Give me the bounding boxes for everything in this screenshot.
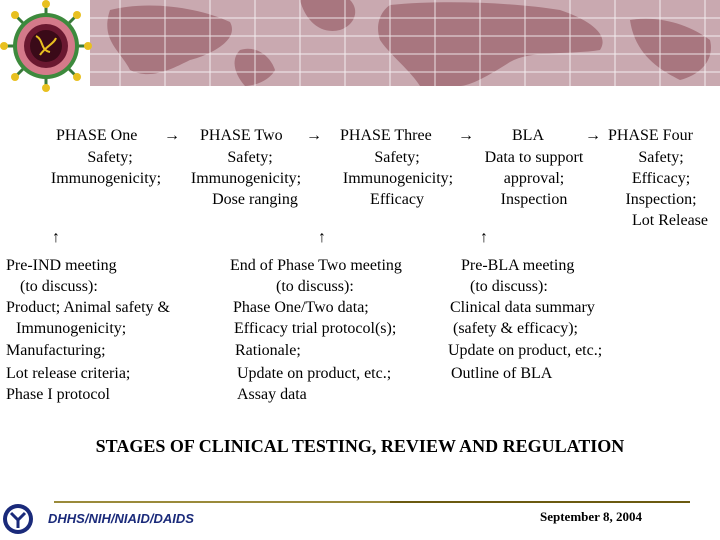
arrow-up-icon: ↑ xyxy=(52,229,60,246)
pre-ind-line: (to discuss): xyxy=(20,278,98,295)
pre-bla-line: (safety & efficacy); xyxy=(453,320,578,337)
pre-bla-line: Outline of BLA xyxy=(451,365,553,382)
bla-item: Inspection xyxy=(500,191,568,208)
phase-two-item: Dose ranging xyxy=(212,191,298,208)
end-phase-two-line: Efficacy trial protocol(s); xyxy=(234,320,397,337)
phase-two-item: Safety; xyxy=(227,149,273,166)
phase-one-label: PHASE One xyxy=(56,127,138,144)
bla-label: BLA xyxy=(512,127,544,144)
phase-two-item: Immunogenicity; xyxy=(190,170,302,187)
pre-ind-line: Product; Animal safety & xyxy=(6,299,170,316)
end-phase-two-line: Phase One/Two data; xyxy=(233,299,369,316)
phase-one-item: Immunogenicity; xyxy=(50,170,162,187)
phase-four-item: Lot Release xyxy=(632,212,708,229)
phase-three-item: Immunogenicity; xyxy=(342,170,454,187)
pre-bla-line: (to discuss): xyxy=(470,278,548,295)
arrow-up-icon: ↑ xyxy=(480,229,488,246)
phase-four-item: Safety; xyxy=(638,149,684,166)
pre-ind-line: Lot release criteria; xyxy=(6,365,131,382)
end-phase-two-line: Assay data xyxy=(237,386,307,403)
pre-bla-line: Clinical data summary xyxy=(450,299,595,316)
arrow-right-icon: → xyxy=(164,127,180,144)
pre-bla-heading: Pre-BLA meeting xyxy=(461,257,575,274)
footer-date: September 8, 2004 xyxy=(540,509,642,524)
phase-four-item: Efficacy; xyxy=(631,170,691,187)
phase-three-item: Efficacy xyxy=(370,191,424,208)
pre-ind-line: Manufacturing; xyxy=(6,342,106,359)
phase-one-item: Safety; xyxy=(87,149,133,166)
pre-ind-line: Phase I protocol xyxy=(6,386,110,403)
slide-title: STAGES OF CLINICAL TESTING, REVIEW AND REGULATION xyxy=(95,436,625,456)
end-phase-two-line: (to discuss): xyxy=(276,278,354,295)
phase-two-label: PHASE Two xyxy=(200,127,283,144)
arrow-up-icon: ↑ xyxy=(318,229,326,246)
arrow-right-icon: → xyxy=(458,127,474,144)
footer-divider-accent xyxy=(390,501,690,503)
arrow-right-icon: → xyxy=(306,127,322,144)
end-phase-two-line: Update on product, etc.; xyxy=(237,365,392,382)
world-map-banner xyxy=(90,0,720,86)
footer-organization: DHHS/NIH/NIAID/DAIDS xyxy=(48,511,194,526)
bla-item: Data to support xyxy=(484,149,584,166)
virus-illustration xyxy=(0,0,92,92)
pre-ind-heading: Pre-IND meeting xyxy=(6,257,117,274)
phase-four-label: PHASE Four xyxy=(608,127,693,144)
end-phase-two-line: Rationale; xyxy=(235,342,301,359)
end-phase-two-heading: End of Phase Two meeting xyxy=(230,257,402,274)
bla-item: approval; xyxy=(503,170,565,187)
phase-three-item: Safety; xyxy=(374,149,420,166)
phase-three-label: PHASE Three xyxy=(340,127,432,144)
phase-four-item: Inspection; xyxy=(625,191,697,208)
pre-bla-line: Update on product, etc.; xyxy=(448,342,603,359)
arrow-right-icon: → xyxy=(585,127,601,144)
pre-ind-line: Immunogenicity; xyxy=(16,320,127,337)
hhs-logo-icon xyxy=(2,503,34,535)
